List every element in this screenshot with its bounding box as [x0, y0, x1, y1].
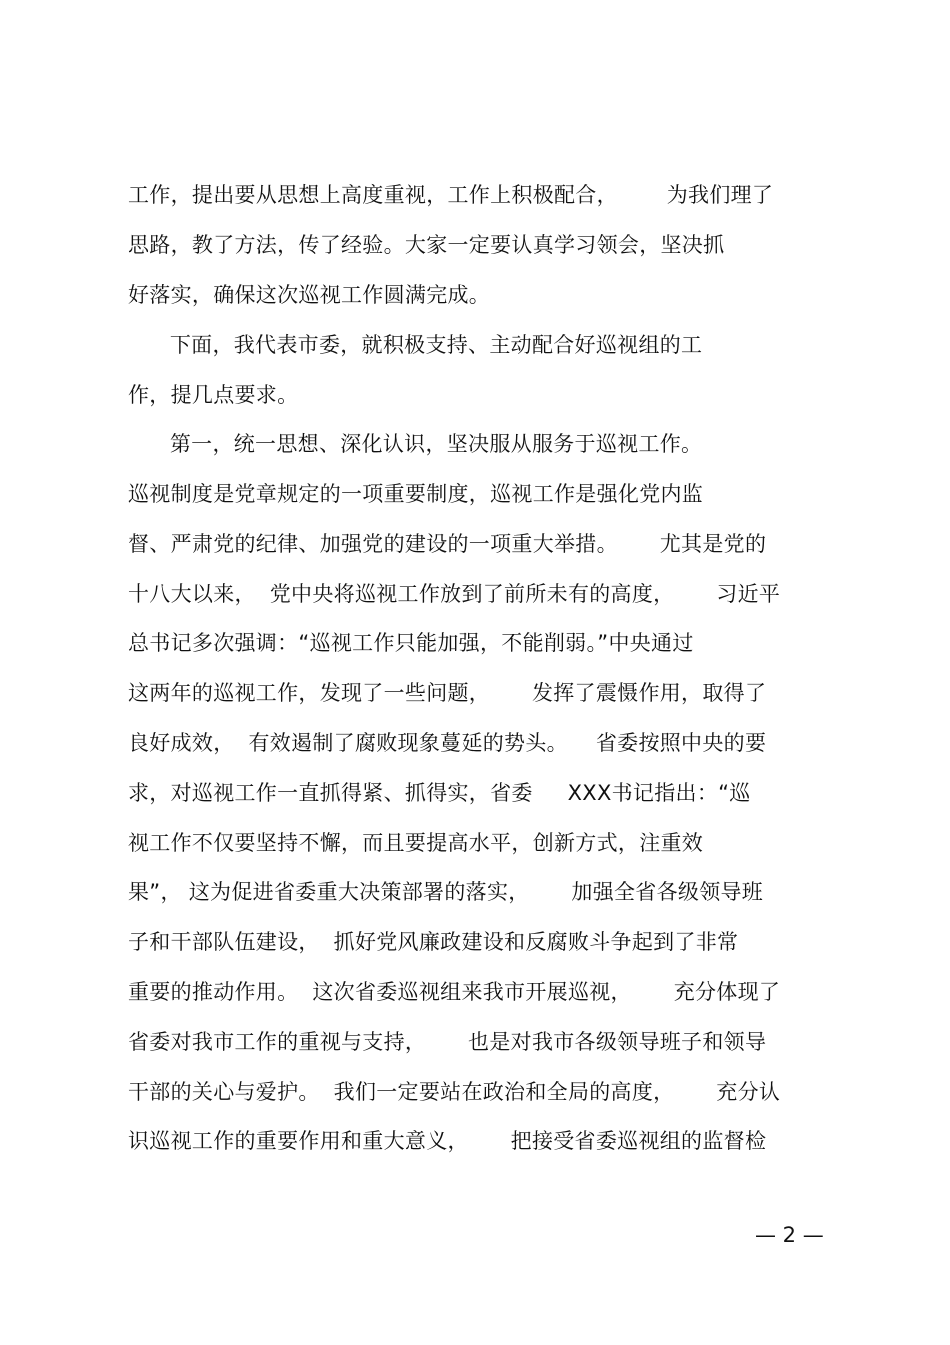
body-text-line: 干部的关心与爱护。 我们一定要站在政治和全局的高度， 充分认 — [128, 1080, 781, 1104]
body-text-line: 下面，我代表市委，就积极支持、主动配合好巡视组的工 — [128, 333, 703, 357]
body-text-line: 这两年的巡视工作，发现了一些问题， 发挥了震慑作用，取得了 — [128, 681, 767, 705]
body-text-line: 识巡视工作的重要作用和重大意义， 把接受省委巡视组的监督检 — [128, 1129, 767, 1153]
body-text-line: 子和干部队伍建设， 抓好党风廉政建设和反腐败斗争起到了非常 — [128, 930, 739, 954]
body-text-line: 视工作不仅要坚持不懈，而且要提高水平，创新方式，注重效 — [128, 831, 704, 855]
body-text-line: 第一，统一思想、深化认识，坚决服从服务于巡视工作。 — [128, 432, 703, 456]
page-number: — 2 — — [755, 1223, 824, 1247]
body-text-line: 果”， 这为促进省委重大决策部署的落实， 加强全省各级领导班 — [128, 880, 764, 904]
body-text-line: 良好成效， 有效遏制了腐败现象蔓延的势头。 省委按照中央的要 — [128, 731, 767, 755]
body-text-line: 工作，提出要从思想上高度重视，工作上积极配合， 为我们理了 — [128, 183, 774, 207]
body-text-line: 作，提几点要求。 — [128, 383, 299, 407]
body-text-line: 省委对我市工作的重视与支持， 也是对我市各级领导班子和领导 — [128, 1030, 767, 1054]
body-text-line: 求，对巡视工作一直抓得紧、抓得实，省委 XXX书记指出：“巡 — [128, 781, 751, 805]
body-text-line: 重要的推动作用。 这次省委巡视组来我市开展巡视， 充分体现了 — [128, 980, 781, 1004]
body-text-line: 督、严肃党的纪律、加强党的建设的一项重大举措。 尤其是党的 — [128, 532, 767, 556]
body-text-line: 思路，教了方法，传了经验。大家一定要认真学习领会，坚决抓 — [128, 233, 725, 257]
body-text-line: 十八大以来， 党中央将巡视工作放到了前所未有的高度， 习近平 — [128, 582, 781, 606]
body-text-line: 好落实，确保这次巡视工作圆满完成。 — [128, 283, 491, 307]
body-text-line: 巡视制度是党章规定的一项重要制度，巡视工作是强化党内监 — [128, 482, 704, 506]
body-text-line: 总书记多次强调：“巡视工作只能加强，不能削弱。”中央通过 — [128, 631, 694, 655]
